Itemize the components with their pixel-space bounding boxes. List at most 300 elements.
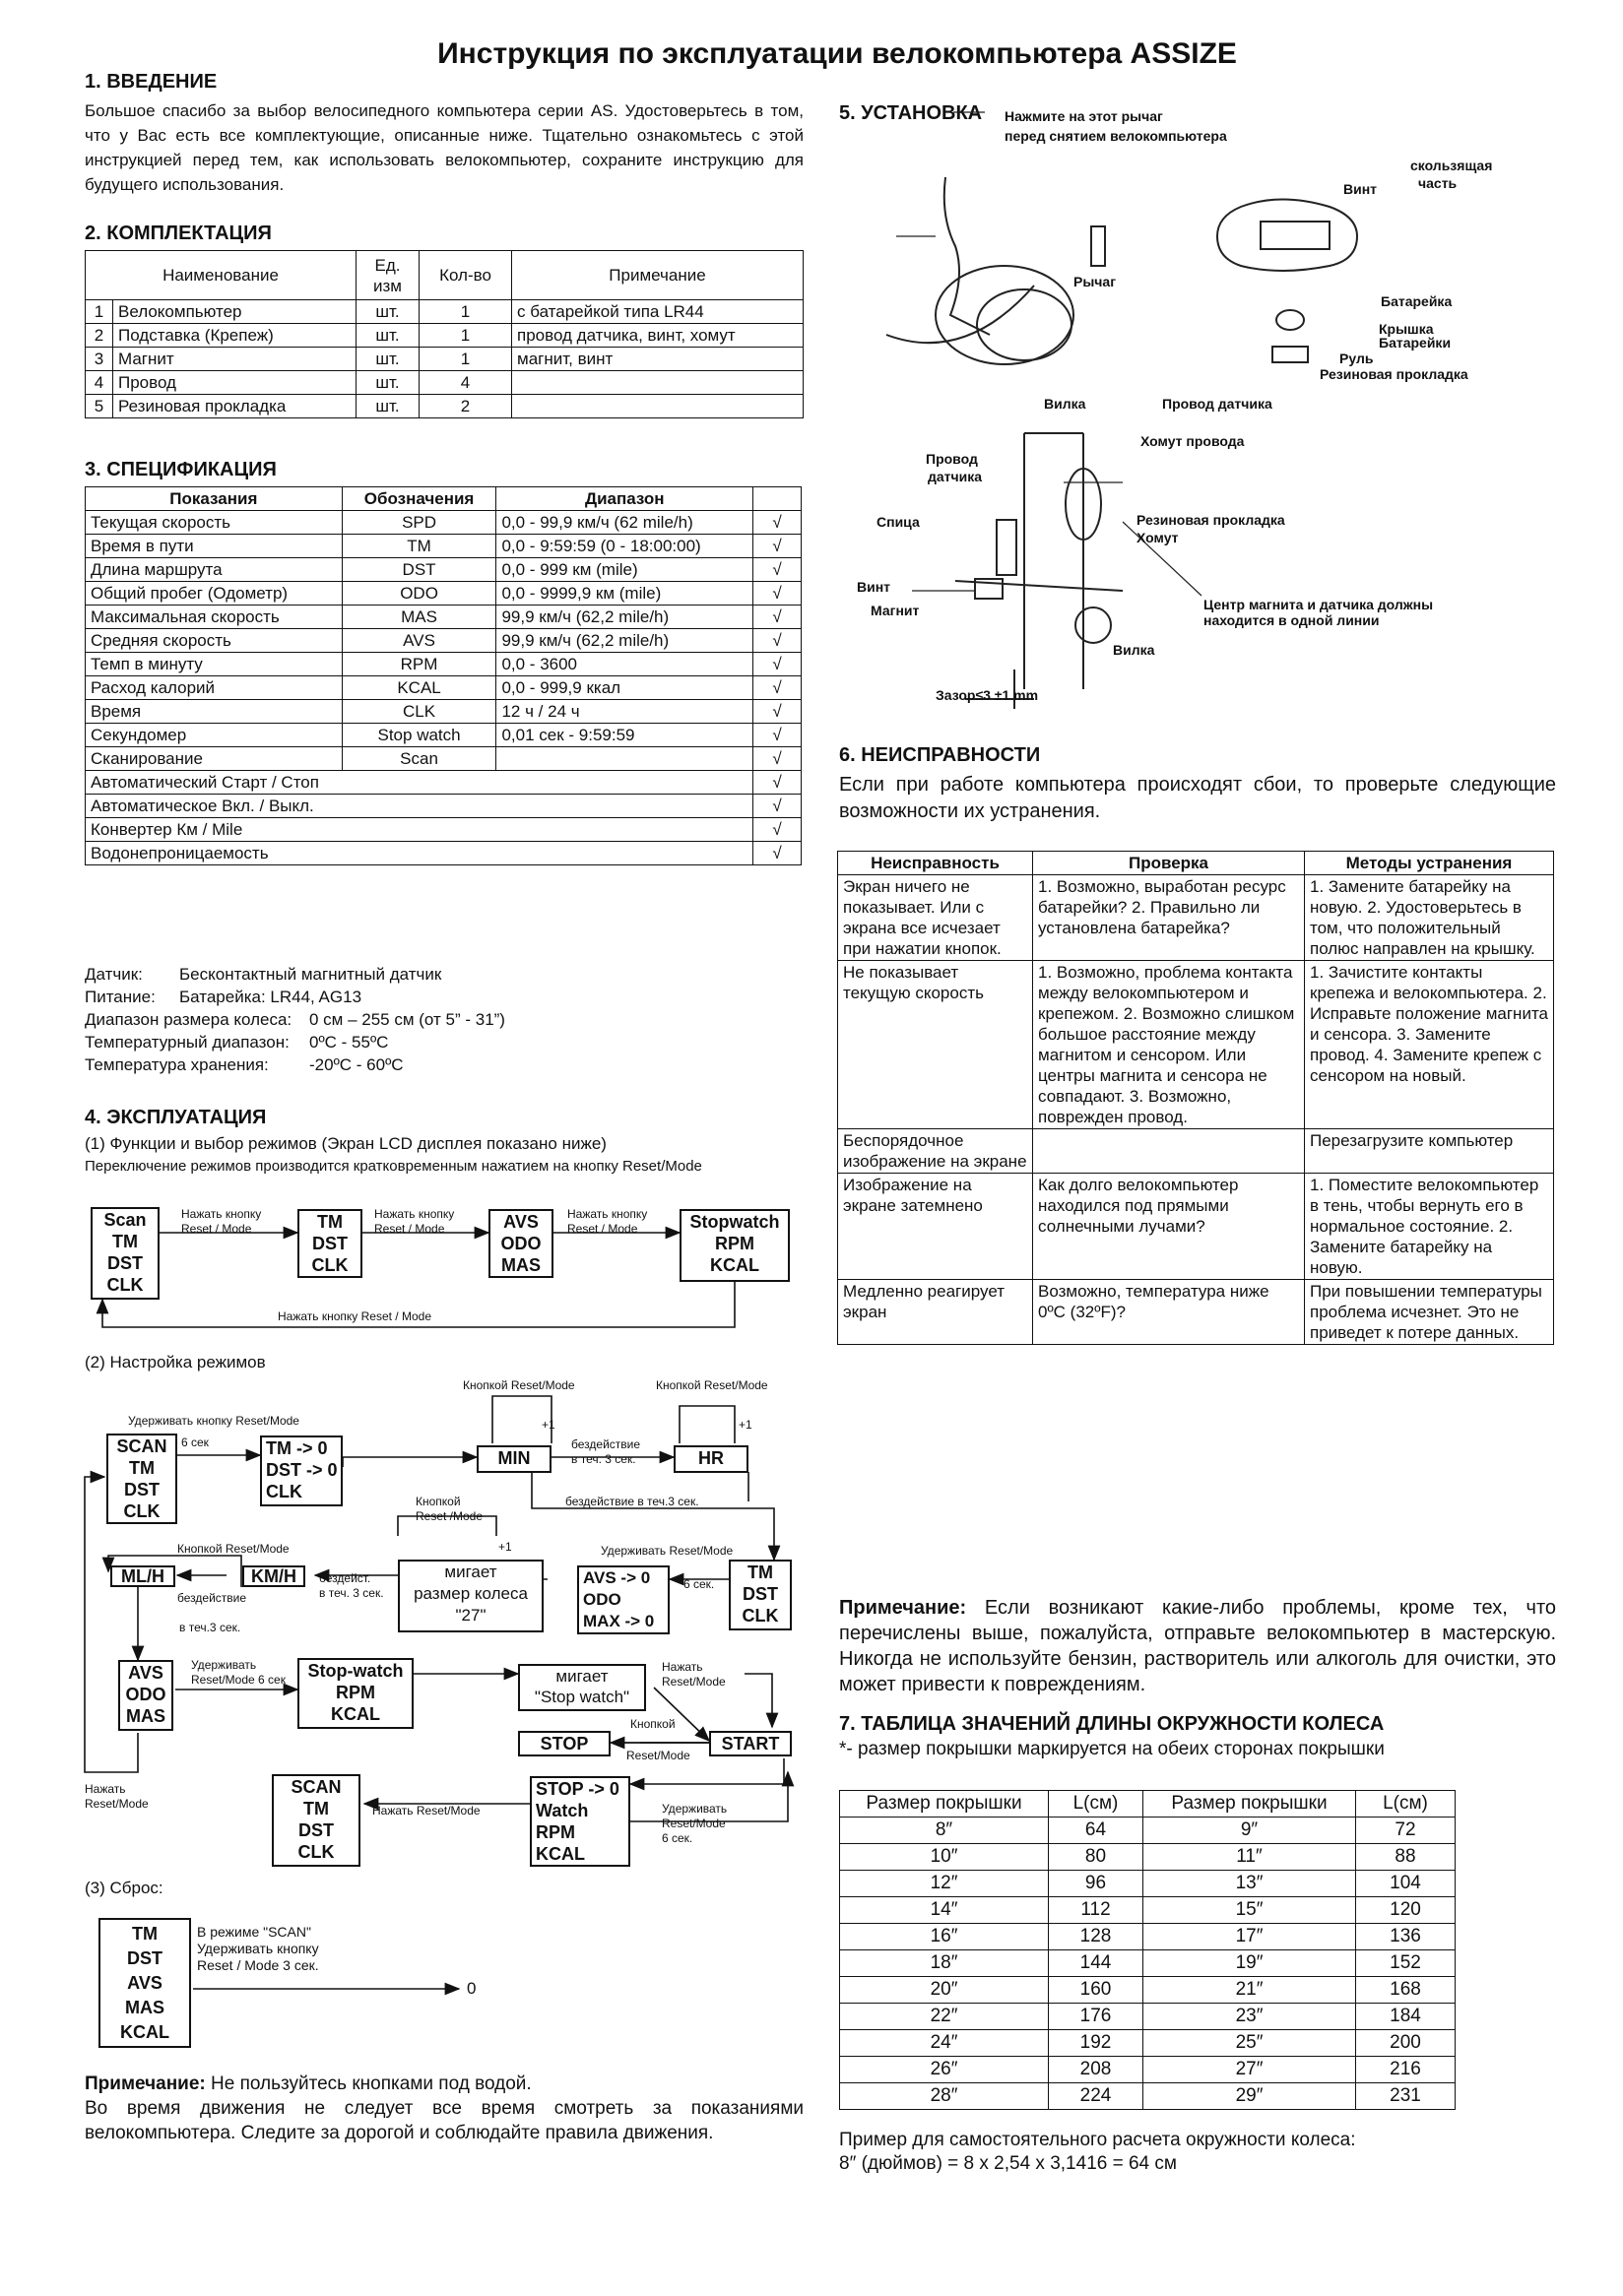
reset-line: KCAL [120, 2022, 169, 2042]
m3-line: ODO [500, 1234, 542, 1253]
install-label: Вилка [1113, 642, 1155, 658]
install-label: Резиновая прокладка [1320, 366, 1468, 382]
wheel-col-size2: Размер покрышки [1143, 1791, 1356, 1818]
spec-feature: Автоматическое Вкл. / Выкл. [86, 795, 753, 818]
wheel-row [840, 1950, 1456, 1977]
install-label: Спица [876, 514, 920, 530]
f-blinksw-line: "Stop watch" [534, 1688, 630, 1706]
set-box-blink-sw [518, 1664, 646, 1711]
d1-label-back: Нажать кнопку Reset / Mode [278, 1309, 431, 1323]
spec-row-wide [86, 795, 802, 818]
spec-check: √ [753, 747, 802, 771]
m1-line: DST [107, 1253, 143, 1273]
f-scan2-line: SCAN [291, 1777, 342, 1797]
wheel-size1: 26″ [840, 2057, 1049, 2083]
d1-label-3: Нажать кнопку Reset / Mode [567, 1207, 648, 1236]
fault-issue: Экран ничего не показывает. Или с экрана все исчезает при нажатии кнопок. [838, 875, 1033, 961]
reset-text [197, 1924, 319, 1974]
spec-note-row [85, 963, 833, 986]
wheel-l2: 136 [1356, 1924, 1456, 1950]
fault-col-1: Неисправность [838, 852, 1033, 875]
install-label: Вилка [1044, 396, 1086, 412]
f-avs0-line: AVS -> 0 [583, 1568, 651, 1587]
wheel-row [840, 2004, 1456, 2030]
spec-note-label: Температурный диапазон: [85, 1033, 290, 1052]
set-box-mlh: ML/H [110, 1565, 175, 1587]
kit-row [86, 300, 804, 324]
fault-fix: Перезагрузите компьютер [1305, 1129, 1554, 1174]
wheel-table [839, 1790, 1456, 2110]
kit-col-qty: Кол-во [420, 251, 512, 300]
intro-heading: 1. ВВЕДЕНИЕ [85, 71, 218, 93]
spec-row-wide [86, 818, 802, 842]
fl-idle1: бездействие в теч. 3 сек. [571, 1437, 641, 1466]
wheel-row [840, 2057, 1456, 2083]
m3-line: AVS [503, 1212, 539, 1232]
wheel-size1: 14″ [840, 1897, 1049, 1924]
reset-box [98, 1918, 191, 2048]
use-note [85, 2072, 804, 2145]
spec-row [86, 535, 802, 558]
wheel-l1: 160 [1049, 1977, 1143, 2004]
wheel-size2: 23″ [1143, 2004, 1356, 2030]
spec-row [86, 676, 802, 700]
mode-box-scan [91, 1207, 160, 1300]
kit-note: с батарейкой типа LR44 [512, 300, 804, 324]
spec-range: 0,0 - 999,9 ккал [496, 676, 753, 700]
kit-qty: 1 [420, 324, 512, 348]
spec-note-value: 0 см – 255 см (от 5” - 31”) [309, 1010, 505, 1029]
install-label: находится в одной линии [1203, 612, 1380, 628]
f-blink-line: размер колеса [414, 1584, 528, 1603]
spec-reading: Общий пробег (Одометр) [86, 582, 343, 606]
fl-plus1b: +1 [739, 1418, 752, 1432]
wheel-formula-1: Пример для самостоятельного расчета окружности колеса: [839, 2130, 1356, 2150]
fl-btn2: Кнопкой Reset/Mode [656, 1378, 768, 1392]
wheel-l1: 176 [1049, 2004, 1143, 2030]
wheel-size1: 10″ [840, 1844, 1049, 1871]
f-scan2-line: DST [298, 1820, 334, 1840]
spec-heading: 3. СПЕЦИФИКАЦИЯ [85, 459, 277, 480]
set-box-stopwatch [297, 1658, 414, 1729]
spec-col-range: Диапазон [496, 487, 753, 511]
install-label: Батарейка [1381, 293, 1453, 309]
fault-row [838, 1129, 1554, 1174]
spec-note-row [85, 986, 833, 1008]
spec-check: √ [753, 676, 802, 700]
spec-feature: Водонепроницаемость [86, 842, 753, 865]
mode-box-avs [488, 1209, 553, 1278]
fault-fix: 1. Зачистите контакты крепежа и велокомпьютера. 2. Исправьте положение магнита и сенсора. 3. Замените провод. 4. Замените крепеж с сенсором на новый. [1305, 961, 1554, 1129]
kit-note: провод датчика, винт, хомут [512, 324, 804, 348]
install-label: часть [1418, 175, 1458, 191]
wheel-row [840, 1924, 1456, 1950]
spec-check: √ [753, 842, 802, 865]
spec-symbol: Stop watch [342, 724, 496, 747]
spec-reading: Длина маршрута [86, 558, 343, 582]
wheel-row [840, 1818, 1456, 1844]
f-avs0-line: MAX -> 0 [583, 1612, 655, 1630]
wheel-col-l2: L(см) [1356, 1791, 1456, 1818]
spec-range: 0,0 - 999 км (mile) [496, 558, 753, 582]
spec-check: √ [753, 558, 802, 582]
m1-line: TM [112, 1232, 138, 1251]
kit-num: 3 [86, 348, 113, 371]
f-scan-line: TM [129, 1458, 155, 1478]
d1-label-2: Нажать кнопку Reset / Mode [374, 1207, 455, 1236]
install-label: Хомут [1136, 530, 1179, 545]
spec-row [86, 558, 802, 582]
spec-reading: Расход калорий [86, 676, 343, 700]
spec-col-check [753, 487, 802, 511]
fault-col-3: Методы устранения [1305, 852, 1554, 875]
install-label: перед снятием велокомпьютера [1005, 128, 1227, 144]
install-label: Крышка [1379, 321, 1434, 337]
kit-row [86, 324, 804, 348]
spec-check: √ [753, 606, 802, 629]
f-blinksw-line: мигает [555, 1667, 609, 1686]
wheel-l2: 200 [1356, 2030, 1456, 2057]
reset-line: TM [132, 1924, 158, 1944]
spec-note-row [85, 1008, 833, 1031]
wheel-formula-2: 8″ (дюймов) = 8 x 2,54 x 3,1416 = 64 см [839, 2153, 1177, 2174]
fl-btn4: Кнопкой Reset/Mode [177, 1542, 290, 1556]
fault-fix: При повышении температуры проблема исчезнет. Это не приведет к потере данных. [1305, 1280, 1554, 1345]
fault-check: 1. Возможно, выработан ресурс батарейки? 2. Правильно ли установлена батарейка? [1033, 875, 1305, 961]
kit-col-name: Наименование [86, 251, 357, 300]
spec-range: 0,0 - 3600 [496, 653, 753, 676]
wheel-size2: 9″ [1143, 1818, 1356, 1844]
fl-sec6: 6 сек [181, 1435, 209, 1449]
wheel-size1: 8″ [840, 1818, 1049, 1844]
fault-issue: Беспорядочное изображение на экране [838, 1129, 1033, 1174]
f-tmdst-line: CLK [266, 1482, 302, 1501]
wheel-l2: 152 [1356, 1950, 1456, 1977]
fl-hold6: Удерживать кнопку Reset/Mode [128, 1414, 299, 1428]
set-box-stop: STOP [518, 1731, 611, 1756]
fl-hold4: Удерживать Reset/Mode 6 сек. [662, 1802, 728, 1845]
use-note-text2: Во время движения не следует все время смотреть за показаниями велокомпьютера. Следите за дорогой и соблюдайте правила движения. [85, 2098, 804, 2143]
reset-line: MAS [125, 1998, 164, 2017]
kit-note: магнит, винт [512, 348, 804, 371]
wheel-l1: 80 [1049, 1844, 1143, 1871]
spec-reading: Время в пути [86, 535, 343, 558]
fl-idle4: бездействие [177, 1591, 247, 1605]
wheel-size2: 19″ [1143, 1950, 1356, 1977]
m2-line: TM [317, 1212, 343, 1232]
fl-plus1c: +1 [498, 1540, 512, 1554]
install-label: Зазор≤3 ±1 mm [936, 687, 1039, 703]
fl-hold3: Удерживать Reset/Mode 6 сек [191, 1658, 286, 1687]
use-sub1b: Переключение режимов производится кратковременным нажатием на кнопку Reset/Mode [85, 1158, 702, 1175]
kit-name: Провод [113, 371, 357, 395]
install-label: Хомут провода [1140, 433, 1245, 449]
spec-symbol: AVS [342, 629, 496, 653]
spec-range: 99,9 км/ч (62,2 mile/h) [496, 606, 753, 629]
f-tm2-line: CLK [742, 1606, 779, 1626]
spec-row [86, 629, 802, 653]
f-scan-line: DST [124, 1480, 160, 1499]
spec-symbol: KCAL [342, 676, 496, 700]
reset-zero: 0 [467, 1979, 477, 1998]
spec-check: √ [753, 818, 802, 842]
fault-col-2: Проверка [1033, 852, 1305, 875]
set-box-stop-reset [530, 1776, 630, 1867]
fl-btn3: Кнопкой Reset /Mode [416, 1495, 484, 1523]
m4-line: Stopwatch [689, 1212, 780, 1232]
wheel-row [840, 1897, 1456, 1924]
wheel-size1: 16″ [840, 1924, 1049, 1950]
page-title: Инструкция по эксплуатации велокомпьютера ASSIZE [437, 37, 1237, 70]
use-note-label: Примечание: [85, 2073, 206, 2094]
install-label: Винт [1343, 181, 1378, 197]
spec-row [86, 606, 802, 629]
kit-table [85, 250, 804, 418]
wheel-size1: 28″ [840, 2083, 1049, 2110]
wheel-sub: *- размер покрышки маркируется на обеих сторонах покрышки [839, 1739, 1385, 1759]
install-label: Провод [926, 451, 978, 467]
fl-press3: Нажать Reset/Mode [662, 1660, 726, 1689]
spec-row [86, 700, 802, 724]
spec-reading: Средняя скорость [86, 629, 343, 653]
wheel-formula [839, 2129, 1356, 2176]
spec-range: 0,0 - 9999,9 км (mile) [496, 582, 753, 606]
spec-symbol: ODO [342, 582, 496, 606]
f-sw-line: RPM [336, 1683, 375, 1702]
wheel-size2: 21″ [1143, 1977, 1356, 2004]
wheel-size1: 12″ [840, 1871, 1049, 1897]
install-labels [827, 98, 1517, 709]
fault-note-label: Примечание: [839, 1597, 967, 1619]
wheel-l2: 72 [1356, 1818, 1456, 1844]
spec-row [86, 724, 802, 747]
wheel-col-size1: Размер покрышки [840, 1791, 1049, 1818]
f-stop0-line: Watch [536, 1801, 589, 1820]
install-label: датчика [928, 469, 983, 484]
spec-note-label: Диапазон размера колеса: [85, 1010, 292, 1029]
f-stop0-line: STOP -> 0 [536, 1779, 619, 1799]
spec-note-row [85, 1053, 833, 1076]
fault-check [1033, 1129, 1305, 1174]
m1-line: Scan [103, 1210, 147, 1230]
spec-check: √ [753, 795, 802, 818]
fl-press4: Нажать Reset/Mode [85, 1782, 149, 1811]
wheel-heading: 7. ТАБЛИЦА ЗНАЧЕНИЙ ДЛИНЫ ОКРУЖНОСТИ КОЛЕСА [839, 1713, 1385, 1735]
fl-btn5b: Reset/Mode [626, 1749, 690, 1762]
fault-fix: 1. Поместите велокомпьютер в тень, чтобы вернуть его в нормальное состояние. 2. Замените батарейку на новую. [1305, 1174, 1554, 1280]
kit-unit: шт. [357, 371, 420, 395]
kit-note [512, 371, 804, 395]
set-box-blink-size [398, 1560, 544, 1632]
wheel-l2: 216 [1356, 2057, 1456, 2083]
install-label: Магнит [871, 603, 920, 618]
install-label: Провод датчика [1162, 396, 1272, 412]
spec-range: 12 ч / 24 ч [496, 700, 753, 724]
f-stop0-line: KCAL [536, 1844, 585, 1864]
f-blink-line: "27" [455, 1606, 487, 1625]
spec-note-label: Питание: [85, 988, 156, 1006]
kit-row [86, 395, 804, 418]
spec-row [86, 511, 802, 535]
resetText-line: Удерживать кнопку [197, 1941, 319, 1956]
install-label: Центр магнита и датчика должны [1203, 597, 1434, 612]
spec-note-label: Датчик: [85, 965, 143, 984]
f-tmdst-line: TM -> 0 [266, 1438, 328, 1458]
f-scan-line: CLK [123, 1501, 161, 1521]
mode-box-tm [297, 1209, 362, 1278]
kit-unit: шт. [357, 348, 420, 371]
kit-row [86, 348, 804, 371]
fault-check: Как долго велокомпьютер находился под прямыми солнечными лучами? [1033, 1174, 1305, 1280]
wheel-l2: 120 [1356, 1897, 1456, 1924]
install-label: Резиновая прокладка [1136, 512, 1285, 528]
fl-sec6b: 6 сек. [683, 1577, 715, 1591]
use-sub2: (2) Настройка режимов [85, 1353, 266, 1371]
use-sub3: (3) Сброс: [85, 1879, 163, 1897]
m4-line: RPM [715, 1234, 754, 1253]
wheel-size1: 18″ [840, 1950, 1049, 1977]
use-sub1: (1) Функции и выбор режимов (Экран LCD дисплея показано ниже) [85, 1134, 607, 1153]
spec-col-symbol: Обозначения [342, 487, 496, 511]
reset-line: AVS [127, 1973, 162, 1993]
fl-btn5: Кнопкой [630, 1717, 676, 1731]
spec-note-row [85, 1031, 833, 1053]
kit-unit: шт. [357, 300, 420, 324]
kit-num: 2 [86, 324, 113, 348]
set-box-tm-dst [729, 1560, 792, 1630]
wheel-row [840, 2083, 1456, 2110]
f-stop0-line: RPM [536, 1822, 575, 1842]
fault-row [838, 1280, 1554, 1345]
wheel-l2: 231 [1356, 2083, 1456, 2110]
fault-check: 1. Возможно, проблема контакта между велокомпьютером и крепежом. 2. Возможно слишком большое расстояние между магнитом и сенсором. Или центры магнита и сенсора не совпадают. 3. Возможно, поврежден провод. [1033, 961, 1305, 1129]
spec-symbol: MAS [342, 606, 496, 629]
fl-idle4b: в теч.3 сек. [179, 1621, 241, 1634]
set-box-min: MIN [477, 1445, 552, 1473]
wheel-row [840, 1977, 1456, 2004]
fault-row [838, 961, 1554, 1129]
wheel-size2: 13″ [1143, 1871, 1356, 1897]
fault-issue: Изображение на экране затемнено [838, 1174, 1033, 1280]
kit-name: Магнит [113, 348, 357, 371]
m3-line: MAS [501, 1255, 541, 1275]
spec-note-value: Бесконтактный магнитный датчик [179, 965, 442, 984]
kit-name: Подставка (Крепеж) [113, 324, 357, 348]
f-avs-line: AVS [128, 1663, 163, 1683]
wheel-l2: 104 [1356, 1871, 1456, 1897]
spec-symbol: RPM [342, 653, 496, 676]
fault-text: Если при работе компьютера происходят сбои, то проверьте следующие возможности их устранения. [839, 774, 1556, 822]
kit-unit: шт. [357, 324, 420, 348]
wheel-l2: 184 [1356, 2004, 1456, 2030]
wheel-size2: 15″ [1143, 1897, 1356, 1924]
wheel-l1: 192 [1049, 2030, 1143, 2057]
spec-check: √ [753, 700, 802, 724]
fault-note-text: Если возникают какие-либо проблемы, кроме тех, что перечислены выше, пожалуйста, отправьте велокомпьютер в мастерскую. Никогда не используйте бензин, растворитель или алкоголь для очистки, это может привести к повреждениям. [839, 1597, 1556, 1695]
spec-check: √ [753, 771, 802, 795]
f-avs-line: MAS [126, 1706, 165, 1726]
m2-line: DST [312, 1234, 348, 1253]
kit-num: 1 [86, 300, 113, 324]
f-sw-line: KCAL [331, 1704, 380, 1724]
f-tm2-line: TM [747, 1563, 773, 1582]
wheel-size1: 20″ [840, 1977, 1049, 2004]
spec-row-wide [86, 771, 802, 795]
fl-pressRM: Нажать Reset/Mode [372, 1804, 481, 1818]
spec-row [86, 582, 802, 606]
resetText-line: В режиме "SCAN" [197, 1924, 311, 1940]
spec-note-value: Батарейка: LR44, AG13 [179, 988, 362, 1006]
wheel-size2: 25″ [1143, 2030, 1356, 2057]
set-box-avs [118, 1660, 173, 1731]
spec-range [496, 747, 753, 771]
spec-note-value: 0ºC - 55ºC [309, 1033, 389, 1052]
m2-line: CLK [311, 1255, 349, 1275]
reset-line: DST [127, 1948, 162, 1968]
m4-line: KCAL [710, 1255, 759, 1275]
spec-range: 0,01 сек - 9:59:59 [496, 724, 753, 747]
d1-label-1: Нажать кнопку Reset / Mode [181, 1207, 262, 1236]
set-box-tm-reset [260, 1435, 343, 1506]
spec-reading: Темп в минуту [86, 653, 343, 676]
wheel-size1: 22″ [840, 2004, 1049, 2030]
spec-check: √ [753, 653, 802, 676]
wheel-l1: 64 [1049, 1818, 1143, 1844]
kit-col-unit: Ед. изм [357, 251, 420, 300]
spec-symbol: CLK [342, 700, 496, 724]
spec-row-wide [86, 842, 802, 865]
spec-range: 0,0 - 9:59:59 (0 - 18:00:00) [496, 535, 753, 558]
wheel-row [840, 2030, 1456, 2057]
spec-check: √ [753, 724, 802, 747]
install-label: Батарейки [1379, 335, 1452, 351]
set-box-avs-reset [577, 1565, 670, 1634]
kit-num: 5 [86, 395, 113, 418]
fl-hold2: Удерживать Reset/Mode [601, 1544, 734, 1558]
install-label: Руль [1339, 351, 1374, 366]
fault-row [838, 1174, 1554, 1280]
spec-check: √ [753, 629, 802, 653]
wheel-l1: 224 [1049, 2083, 1143, 2110]
kit-row [86, 371, 804, 395]
spec-reading: Сканирование [86, 747, 343, 771]
wheel-col-l1: L(см) [1049, 1791, 1143, 1818]
install-label: Винт [857, 579, 891, 595]
fl-idle2: бездействие в теч.3 сек. [565, 1495, 699, 1508]
wheel-row [840, 1871, 1456, 1897]
set-box-hr: HR [674, 1445, 748, 1473]
spec-reading: Секундомер [86, 724, 343, 747]
wheel-size2: 17″ [1143, 1924, 1356, 1950]
wheel-size2: 11″ [1143, 1844, 1356, 1871]
spec-row [86, 747, 802, 771]
kit-num: 4 [86, 371, 113, 395]
use-note-text: Не пользуйтесь кнопками под водой. [205, 2073, 532, 2094]
spec-col-reading: Показания [86, 487, 343, 511]
wheel-l1: 112 [1049, 1897, 1143, 1924]
fault-check: Возможно, температура ниже 0ºC (32ºF)? [1033, 1280, 1305, 1345]
f-sw-line: Stop-watch [307, 1661, 404, 1681]
spec-check: √ [753, 511, 802, 535]
fl-plus1: +1 [542, 1418, 555, 1432]
spec-reading: Текущая скорость [86, 511, 343, 535]
wheel-l1: 96 [1049, 1871, 1143, 1897]
wheel-size1: 24″ [840, 2030, 1049, 2057]
spec-note-value: -20ºC - 60ºC [309, 1055, 404, 1074]
set-box-kmh: KM/H [242, 1565, 305, 1587]
kit-note [512, 395, 804, 418]
install-label: Рычаг [1073, 274, 1117, 289]
